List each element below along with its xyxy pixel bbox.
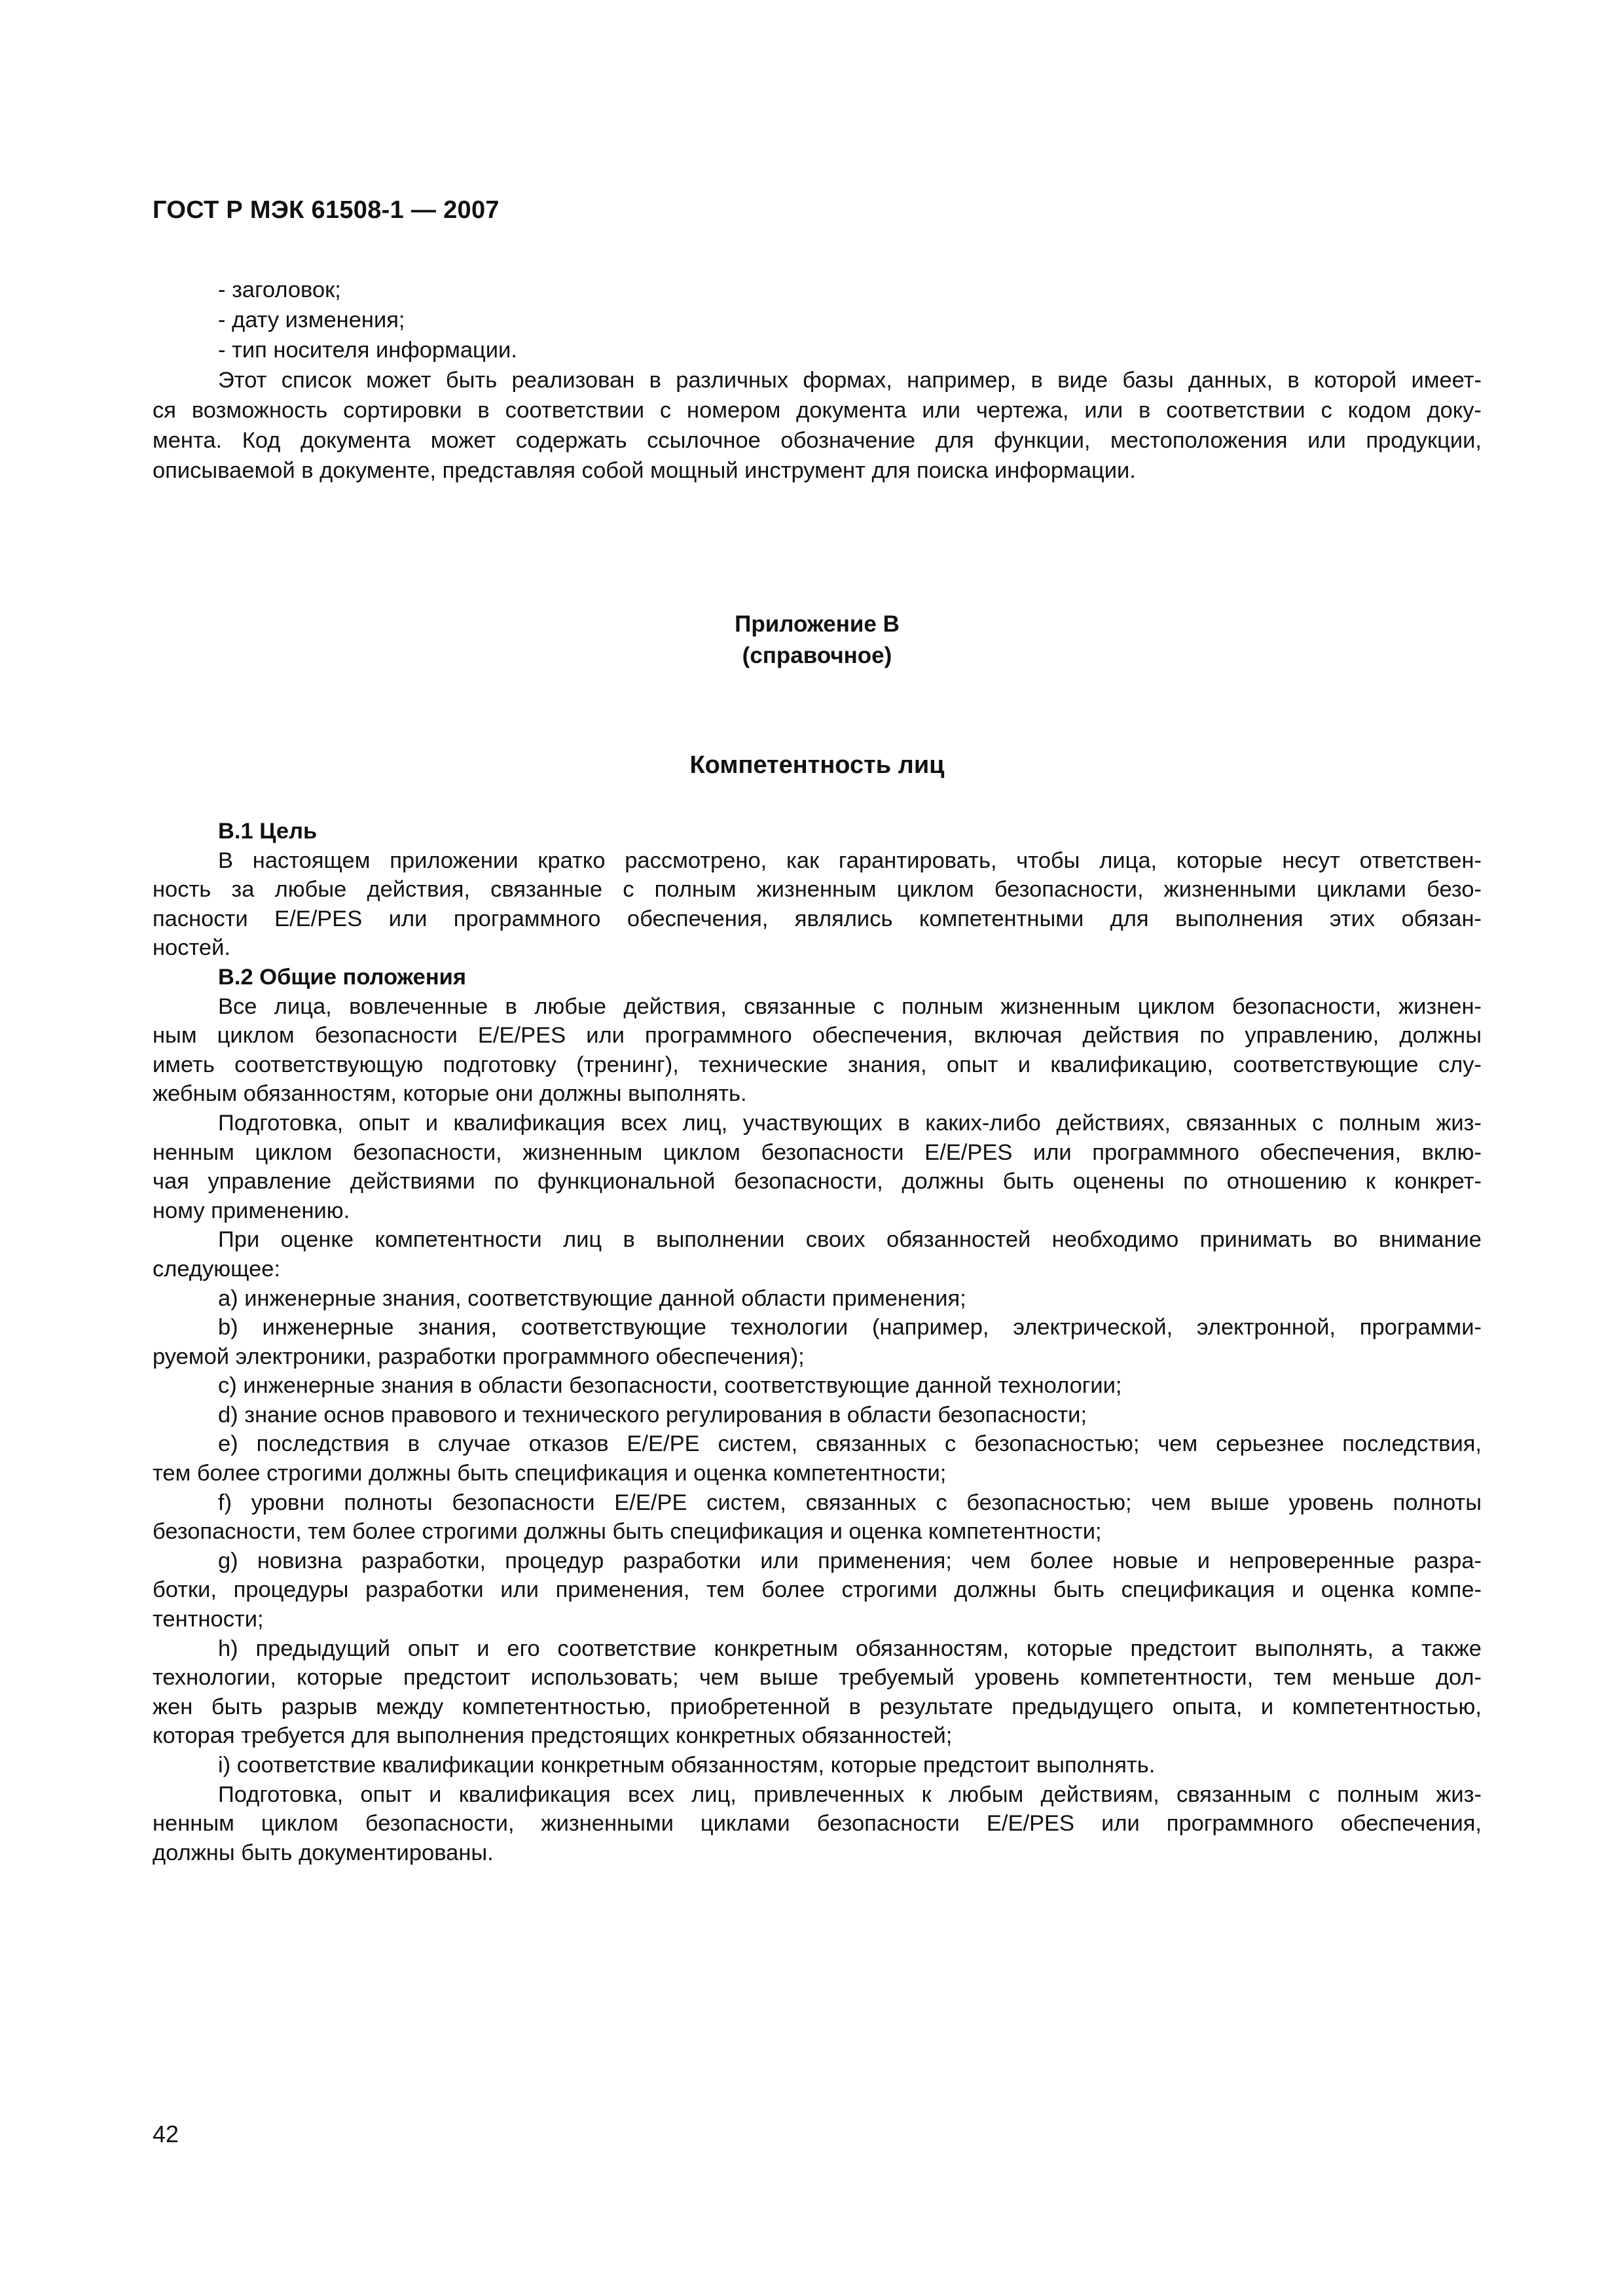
list-item: h) предыдущий опыт и его соответствие конкретным обязанностям, которые предстоит выполнять, а также (218, 1636, 1482, 1661)
paragraph-line: В настоящем приложении кратко рассмотрено, как гарантировать, чтобы лица, которые несут ответствен- (218, 848, 1482, 873)
paragraph-line: Подготовка, опыт и квалификация всех лиц, привлеченных к любым действиям, связанным с полным жиз- (218, 1782, 1482, 1807)
list-item: i) соответствие квалификации конкретным обязанностям, которые предстоит выполнять. (218, 1753, 1156, 1778)
appendix-subtitle: (справочное) (742, 643, 892, 668)
appendix-title: Приложение В (735, 611, 900, 637)
paragraph-line: мента. Код документа может содержать ссылочное обозначение для функции, местоположения или продукции, (153, 428, 1482, 453)
paragraph-line: При оценке компетентности лиц в выполнении своих обязанностей необходимо принимать во внимание (218, 1227, 1482, 1253)
paragraph-line: чая управление действиями по функциональной безопасности, должны быть оценены по отношению к конкрет- (153, 1169, 1482, 1194)
paragraph-line: ным циклом безопасности E/E/PES или программного обеспечения, включая действия по управлению, должны (153, 1023, 1482, 1049)
paragraph-line: описываемой в документе, представляя собой мощный инструмент для поиска информации. (153, 458, 1136, 483)
paragraph-line: ненным циклом безопасности, жизненным циклом безопасности E/E/PES или программного обеспечения, вклю- (153, 1139, 1482, 1165)
appendix-heading (153, 609, 1482, 672)
document-body (153, 817, 1482, 1867)
paragraph-line: ненным циклом безопасности, жизненными циклами безопасности E/E/PES или программного обеспечения, (153, 1811, 1482, 1837)
document-header: ГОСТ Р МЭК 61508-1 — 2007 (153, 196, 500, 224)
paragraph-line: Этот список может быть реализован в различных формах, например, в виде базы данных, в которой имеет- (218, 368, 1482, 393)
list-item: - дату изменения; (218, 308, 405, 332)
list-item: безопасности, тем более строгими должны быть спецификация и оценка компетентности; (153, 1519, 1102, 1545)
list-item: с) инженерные знания в области безопасности, соответствующие данной технологии; (218, 1373, 1122, 1399)
list-item: е) последствия в случае отказов E/E/PE систем, связанных с безопасностью; чем серьезнее последствия, (218, 1431, 1482, 1457)
list-item: которая требуется для выполнения предстоящих конкретных обязанностей; (153, 1723, 953, 1749)
paragraph-line: ному применению. (153, 1198, 350, 1223)
page-number: 42 (153, 2121, 179, 2147)
subsection-heading: В.2 Общие положения (218, 964, 467, 990)
paragraph-line: следующее: (153, 1256, 281, 1282)
list-item: f) уровни полноты безопасности E/E/PE систем, связанных с безопасностью; чем выше уровень полноты (218, 1490, 1482, 1515)
section-title: Компетентность лиц (689, 751, 945, 779)
paragraph-line: Все лица, вовлеченные в любые действия, связанные с полным жизненным циклом безопасности, жизнен- (218, 994, 1482, 1019)
list-item: - тип носителя информации. (218, 338, 517, 363)
paragraph-line: ность за любые действия, связанные с полным жизненным циклом безопасности, жизненными циклами безо- (153, 877, 1482, 903)
paragraph-line: иметь соответствующую подготовку (тренинг), технические знания, опыт и квалификацию, соответствующие слу- (153, 1052, 1482, 1077)
intro-section (153, 275, 1482, 486)
list-item: g) новизна разработки, процедур разработки или применения; чем более новые и непроверенные разра- (218, 1548, 1482, 1573)
list-item: жен быть разрыв между компетентностью, приобретенной в результате предыдущего опыта, и компетентностью, (153, 1694, 1482, 1719)
list-item: руемой электроники, разработки программного обеспечения); (153, 1344, 805, 1369)
subsection-heading: В.1 Цель (218, 819, 318, 844)
paragraph-line: жебным обязанностям, которые они должны выполнять. (153, 1081, 747, 1107)
paragraph-line: ся возможность сортировки в соответствии с номером документа или чертежа, или в соответствии с кодом доку- (153, 398, 1482, 423)
list-item: d) знание основ правового и технического регулирования в области безопасности; (218, 1402, 1087, 1427)
paragraph-line: должны быть документированы. (153, 1840, 494, 1865)
list-item: b) инженерные знания, соответствующие технологии (например, электрической, электронной, программи- (218, 1315, 1482, 1340)
list-item: а) инженерные знания, соответствующие данной области применения; (218, 1285, 966, 1311)
list-item: тентности; (153, 1607, 264, 1632)
list-item: технологии, которые предстоит использовать; чем выше требуемый уровень компетентности, тем меньше дол- (153, 1665, 1482, 1691)
paragraph-line: пасности E/E/PES или программного обеспечения, являлись компетентными для выполнения этих обязан- (153, 906, 1482, 931)
list-item: - заголовок; (218, 278, 341, 302)
list-item: ботки, процедуры разработки или применения, тем более строгими должны быть спецификация и оценка компе- (153, 1577, 1482, 1603)
paragraph-line: ностей. (153, 935, 230, 961)
list-item: тем более строгими должны быть спецификация и оценка компетентности; (153, 1461, 947, 1486)
paragraph-line: Подготовка, опыт и квалификация всех лиц, участвующих в каких-либо действиях, связанных с полным жиз- (218, 1110, 1482, 1136)
